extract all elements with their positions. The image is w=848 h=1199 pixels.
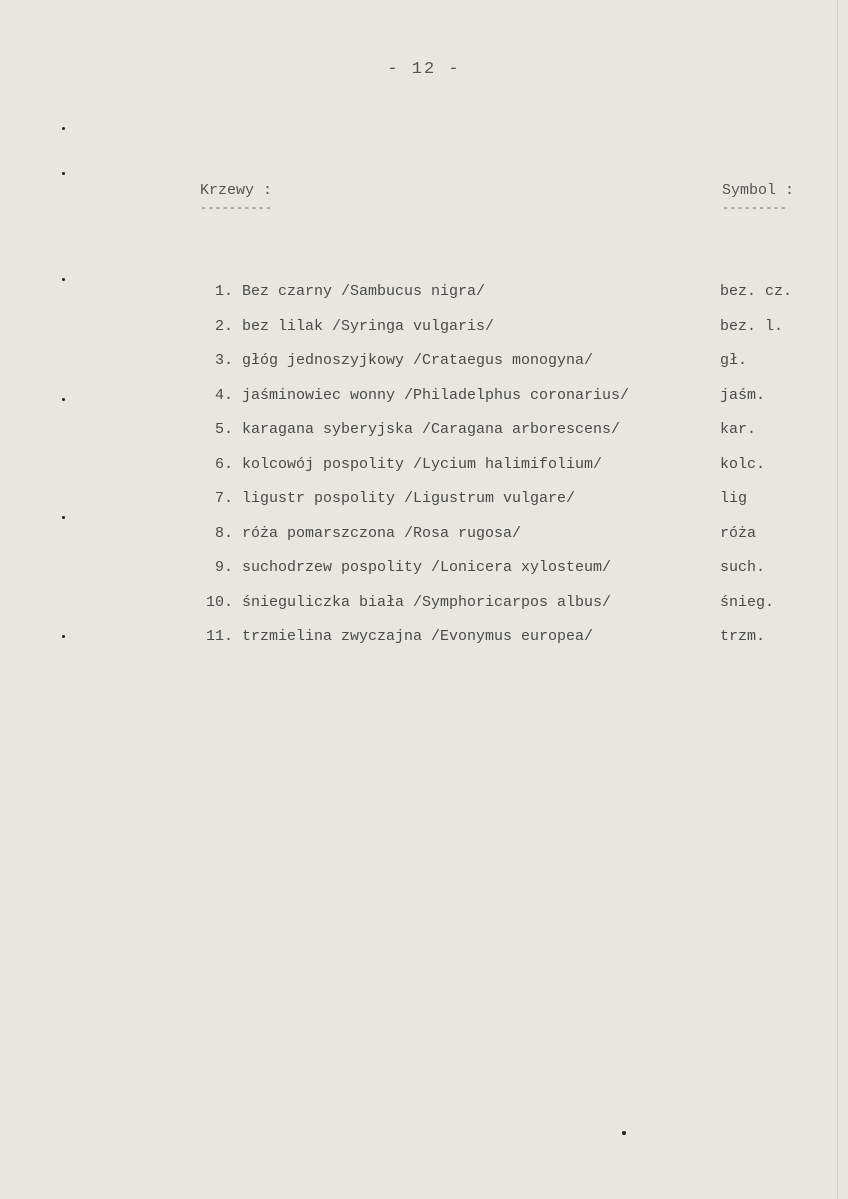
- header-shrubs: [200, 182, 272, 213]
- header-shrubs-underline: ----------: [200, 201, 273, 215]
- item-number: 4.: [214, 386, 233, 404]
- item-name: trzmielina zwyczajna /Evonymus europea/: [242, 628, 594, 645]
- item-symbol: jaśm.: [720, 386, 766, 404]
- list-item: [0, 489, 848, 524]
- item-symbol: gł.: [720, 352, 748, 369]
- scan-speck: [622, 1131, 626, 1135]
- item-name: jaśminowiec wonny /Philadelphus coronarius/: [242, 386, 630, 404]
- item-number: 3.: [214, 352, 233, 369]
- scan-speck: [62, 398, 65, 401]
- item-name: śnieguliczka biała /Symphoricarpos albus/: [242, 593, 612, 611]
- item-symbol: lig: [720, 490, 748, 507]
- item-number: 1.: [214, 283, 233, 300]
- item-number: 2.: [214, 317, 233, 335]
- item-name: karagana syberyjska /Caragana arborescens/: [242, 421, 621, 438]
- item-number: 6.: [214, 455, 233, 473]
- item-name: ligustr pospolity /Ligustrum vulgare/: [242, 490, 576, 507]
- scan-speck: [62, 172, 65, 175]
- header-symbol-underline: ---------: [722, 201, 787, 215]
- header-symbol-label: Symbol :: [722, 182, 795, 199]
- item-number: 5.: [214, 421, 233, 438]
- scan-speck: [62, 127, 65, 130]
- item-symbol: bez. cz.: [720, 283, 793, 300]
- scan-speck: [62, 278, 65, 281]
- list-item: [0, 558, 848, 593]
- list-item: [0, 593, 848, 628]
- item-symbol: kolc.: [720, 455, 766, 473]
- scan-speck: [62, 635, 65, 638]
- header-symbol: [722, 182, 794, 213]
- list-item: [0, 627, 848, 662]
- item-name: suchodrzew pospolity /Lonicera xylosteum/: [242, 559, 612, 576]
- item-symbol: trzm.: [720, 628, 766, 645]
- item-name: bez lilak /Syringa vulgaris/: [242, 317, 495, 335]
- item-name: głóg jednoszyjkowy /Crataegus monogyna/: [242, 352, 594, 369]
- list-item: [0, 282, 848, 317]
- header-shrubs-label: Krzewy :: [200, 182, 273, 199]
- item-name: kolcowój pospolity /Lycium halimifolium/: [242, 455, 603, 473]
- list-item: [0, 524, 848, 559]
- item-number: 10.: [205, 593, 233, 611]
- page-number: - 12 -: [387, 60, 461, 79]
- list-item: [0, 420, 848, 455]
- item-name: róża pomarszczona /Rosa rugosa/: [242, 524, 522, 542]
- shrub-list: [0, 282, 848, 662]
- item-name: Bez czarny /Sambucus nigra/: [242, 283, 486, 300]
- item-number: 9.: [214, 559, 233, 576]
- item-symbol: bez. l.: [720, 317, 784, 335]
- list-item: [0, 317, 848, 352]
- item-number: 7.: [214, 490, 233, 507]
- item-number: 11.: [205, 628, 233, 645]
- list-item: [0, 386, 848, 421]
- list-item: [0, 455, 848, 490]
- item-symbol: kar.: [720, 421, 757, 438]
- item-symbol: such.: [720, 559, 766, 576]
- item-symbol: róża: [720, 524, 757, 542]
- item-symbol: śnieg.: [720, 593, 775, 611]
- list-item: [0, 351, 848, 386]
- scan-speck: [62, 516, 65, 519]
- item-number: 8.: [214, 524, 233, 542]
